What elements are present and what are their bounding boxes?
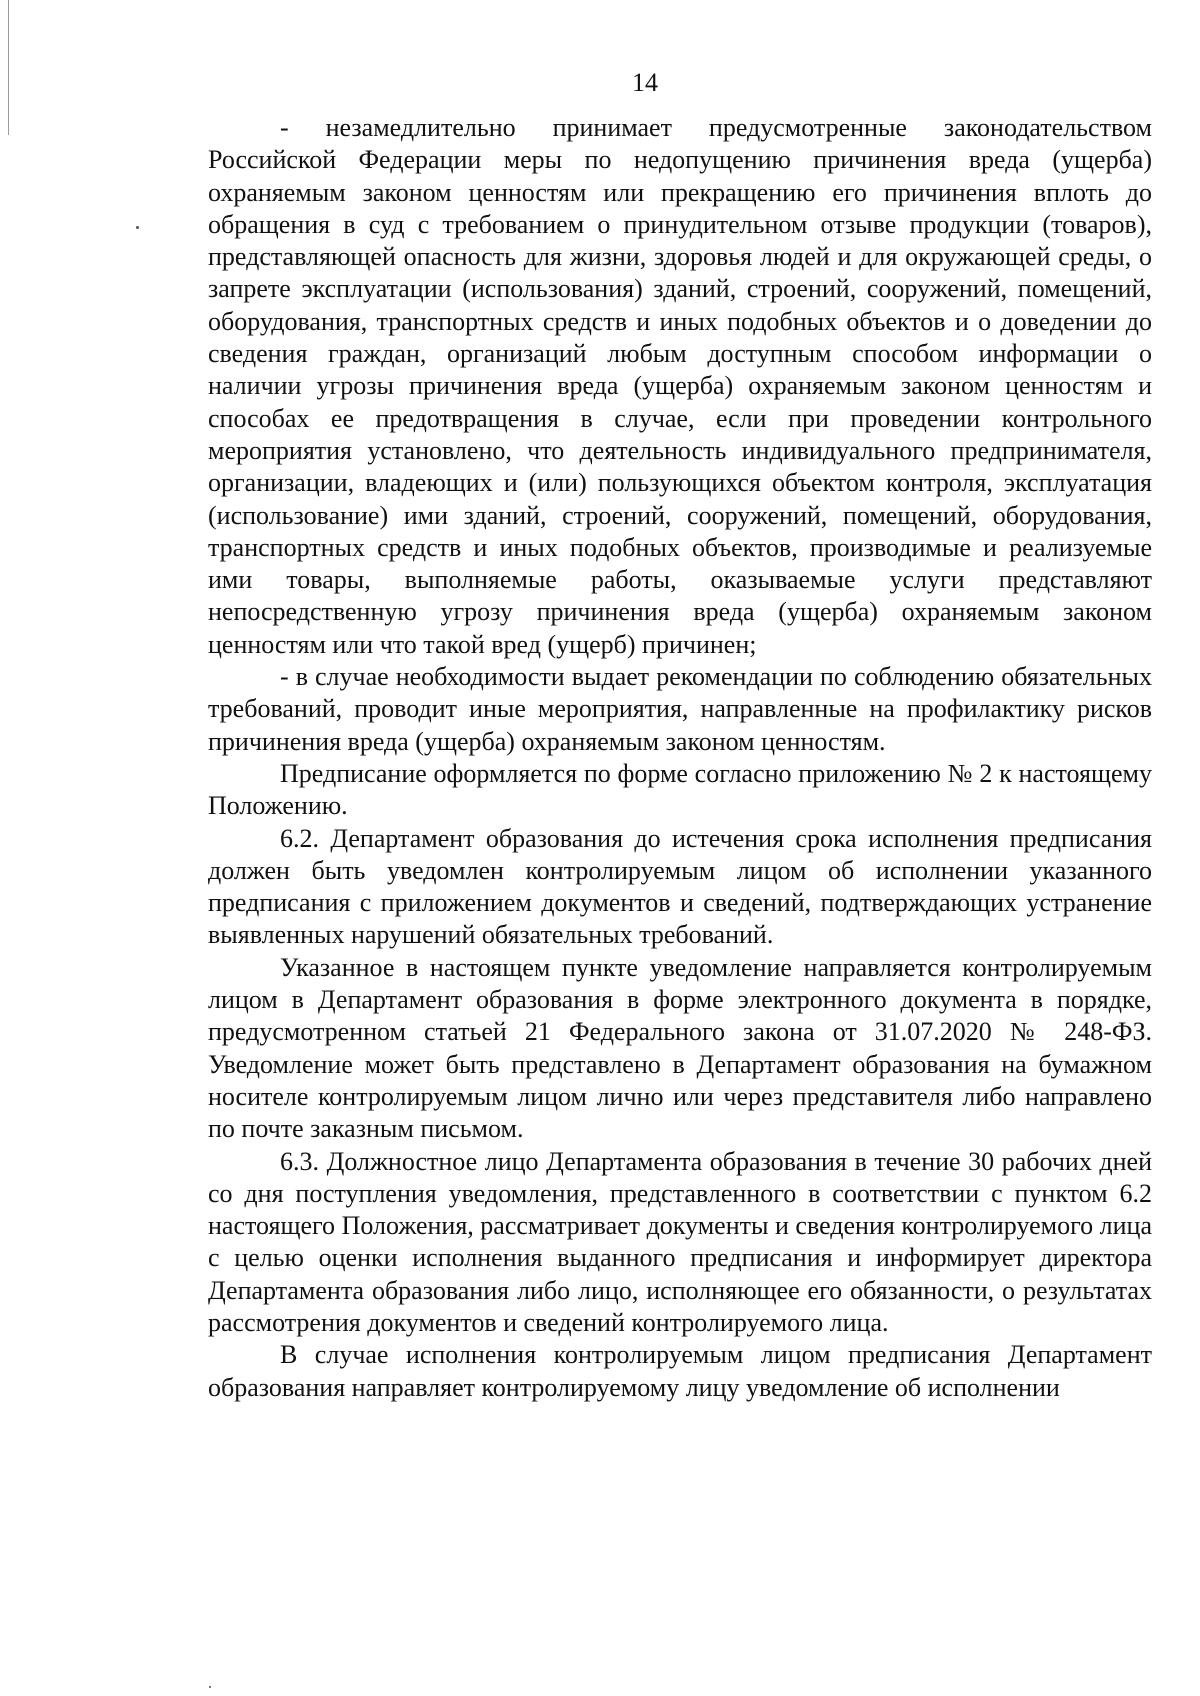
paragraph-measures: - незамедлительно принимает предусмотренные законодательством Российской Федерации меры по недопущению причинения вреда (ущерба) охраняемым законом ценностям или прекращению его причинения вплоть до обращения в суд с требованием о принудительном отзыве продукции (товаров), представляющей опасность для жизни, здоровья людей и для окружающей среды, о запрете эксплуатации (использования) зданий, строений, сооружений, помещений, оборудования, транспортных средств и иных подобных объектов и о доведении до сведения граждан, организаций любым доступным способом информации о наличии угрозы причинения вреда (ущерба) охраняемым законом ценностям и способах ее предотвращения в случае, если при проведении контрольного мероприятия установлено, что деятельность индивидуального предпринимателя, организации, владеющих и (или) пользующихся объектом контроля, эксплуатация (использование) ими зданий, строений, сооружений, помещений, оборудования, транспортных средств и иных подобных объектов, производимые и реализуемые ими товары, выполняемые работы, оказываемые услуги представляют непосредственную угрозу причинения вреда (ущерба) охраняемым законом ценностям или что такой вред (ущерб) причинен; (208, 113, 1152, 659)
paragraph-6-3: 6.3. Должностное лицо Департамента образования в течение 30 рабочих дней со дня поступления уведомления, представленного в соответствии с пунктом 6.2 настоящего Положения, рассматривает документы и сведения контролируемого лица с целью оценки исполнения выданного предписания и информирует директора Департамента образования либо лицо, исполняющее его обязанности, о результатах рассмотрения документов и сведений контролируемого лица. (208, 1146, 1152, 1337)
paragraph-prescription-form: Предписание оформляется по форме согласно приложению № 2 к настоящему Положению. (208, 758, 1152, 821)
paragraph-execution: В случае исполнения контролируемым лицом предписания Департамент образования направляет контролируемому лицу уведомление об исполнении (208, 1340, 1152, 1402)
paragraph-recommendations: - в случае необходимости выдает рекомендации по соблюдению обязательных требований, проводит иные мероприятия, направленные на профилактику рисков причинения вреда (ущерба) охраняемым законом ценностям. (208, 662, 1152, 756)
paragraph-6-2: 6.2. Департамент образования до истечения срока исполнения предписания должен быть уведомлен контролируемым лицом об исполнении указанного предписания с приложением документов и сведений, подтверждающих устранение выявленных нарушений обязательных требований. (208, 823, 1152, 950)
scan-speck (136, 226, 139, 229)
paragraph-notification: Указанное в настоящем пункте уведомление направляется контролируемым лицом в Департамент образования в форме электронного документа в порядке, предусмотренном статьей 21 Федерального закона от 31.07.2020 № 248-ФЗ. Уведомление может быть представлено в Департамент образования на бумажном носителе контролируемым лицом лично или через представителя либо направлено по почте заказным письмом. (208, 952, 1152, 1144)
document-body (208, 112, 1152, 1404)
page-number: 14 (632, 68, 658, 97)
scan-speck-bottom (209, 1686, 211, 1688)
